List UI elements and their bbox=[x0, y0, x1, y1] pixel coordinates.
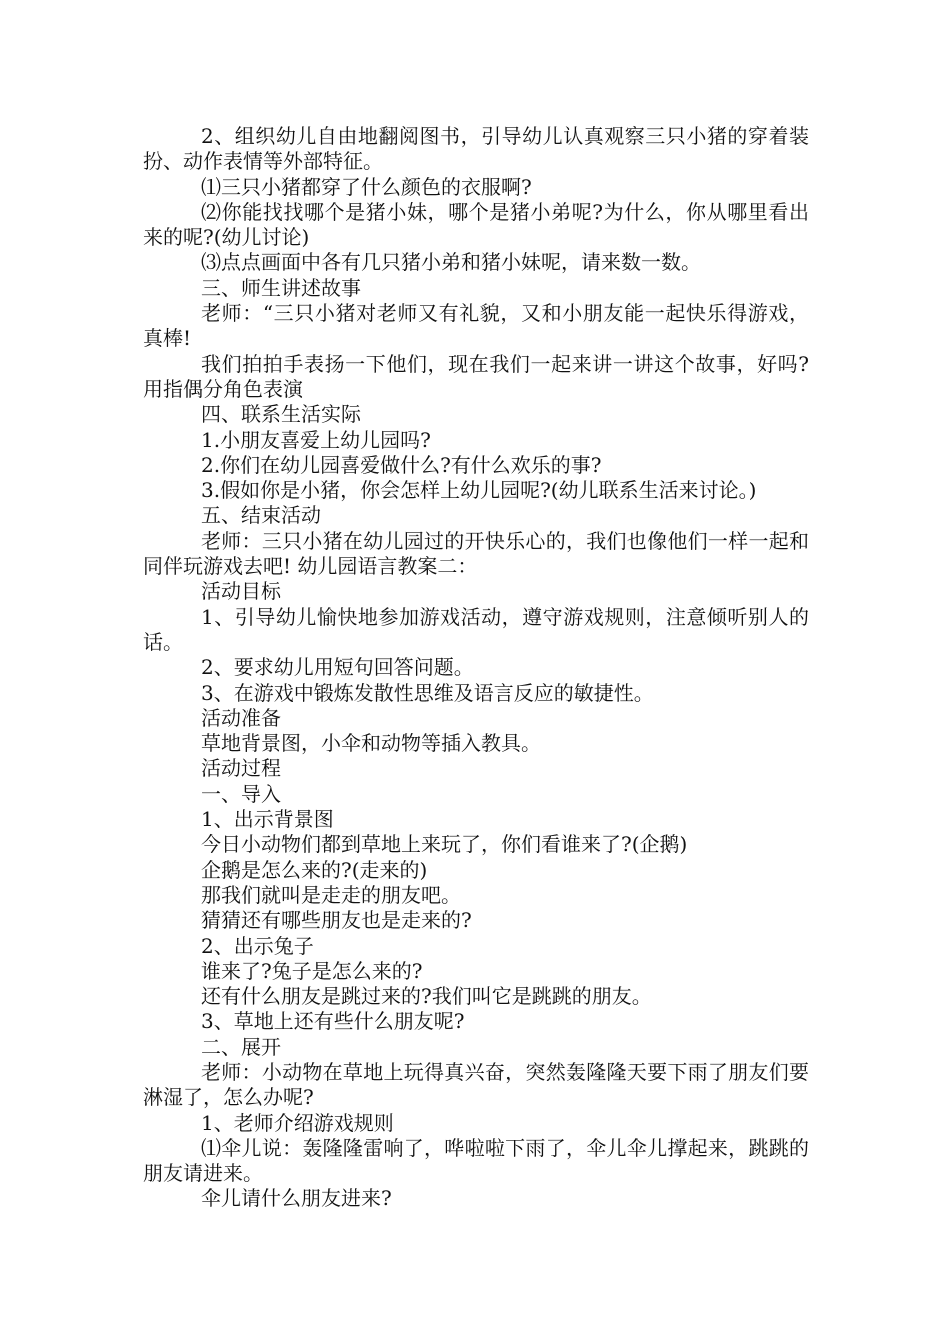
section-heading: 四、联系生活实际 bbox=[201, 402, 361, 427]
paragraph: 伞儿请什么朋友进来? bbox=[201, 1186, 392, 1211]
section-heading: 活动过程 bbox=[201, 756, 281, 781]
paragraph: 1、老师介绍游戏规则 bbox=[201, 1110, 394, 1135]
section-heading: 二、展开 bbox=[201, 1034, 281, 1059]
paragraph: 3.假如你是小猪，你会怎样上幼儿园呢?(幼儿联系生活来讨论。) bbox=[201, 478, 757, 503]
paragraph: 2.你们在幼儿园喜爱做什么?有什么欢乐的事? bbox=[201, 452, 602, 477]
document-body bbox=[143, 124, 809, 1212]
paragraph: 我们拍拍手表扬一下他们，现在我们一起来讲一讲这个故事，好吗?用指偶分角色表演 bbox=[143, 351, 809, 401]
paragraph: ⑶点点画面中各有几只猪小弟和猪小妹呢，请来数一数。 bbox=[201, 250, 701, 275]
paragraph: 2、出示兔子 bbox=[201, 933, 314, 958]
section-heading: 一、导入 bbox=[201, 781, 281, 806]
section-heading: 活动准备 bbox=[201, 705, 281, 730]
paragraph: 谁来了?兔子是怎么来的? bbox=[201, 958, 423, 983]
paragraph: 3、草地上还有些什么朋友呢? bbox=[201, 1009, 465, 1034]
paragraph: 1、出示背景图 bbox=[201, 807, 334, 832]
paragraph: 1、引导幼儿愉快地参加游戏活动，遵守游戏规则，注意倾听别人的话。 bbox=[143, 604, 809, 654]
paragraph: 今日小动物们都到草地上来玩了，你们看谁来了?(企鹅) bbox=[201, 832, 688, 857]
paragraph: 猜猜还有哪些朋友也是走来的? bbox=[201, 908, 472, 933]
paragraph: 3、在游戏中锻炼发散性思维及语言反应的敏捷性。 bbox=[201, 680, 654, 705]
paragraph: 1.小朋友喜爱上幼儿园吗? bbox=[201, 427, 431, 452]
paragraph: 老师：小动物在草地上玩得真兴奋，突然轰隆隆天要下雨了朋友们要淋湿了，怎么办呢? bbox=[143, 1059, 809, 1110]
paragraph: 还有什么朋友是跳过来的?我们叫它是跳跳的朋友。 bbox=[201, 984, 652, 1009]
section-heading: 三、师生讲述故事 bbox=[201, 275, 361, 300]
paragraph: 草地背景图，小伞和动物等插入教具。 bbox=[201, 731, 541, 756]
paragraph: ⑴三只小猪都穿了什么颜色的衣服啊? bbox=[201, 174, 532, 199]
paragraph: ⑴伞儿说：轰隆隆雷响了，哗啦啦下雨了，伞儿伞儿撑起来，跳跳的朋友请进来。 bbox=[143, 1135, 809, 1186]
section-heading: 五、结束活动 bbox=[201, 503, 321, 528]
paragraph: 那我们就叫是走走的朋友吧。 bbox=[201, 882, 461, 907]
paragraph: 老师：三只小猪在幼儿园过的开快乐心的，我们也像他们一样一起和同伴玩游戏去吧! 幼儿园语言教案二： bbox=[143, 528, 809, 579]
paragraph: 老师：“三只小猪对老师又有礼貌，又和小朋友能一起快乐得游戏，真棒! bbox=[143, 301, 809, 351]
paragraph: 企鹅是怎么来的?(走来的) bbox=[201, 857, 428, 882]
section-heading: 活动目标 bbox=[201, 579, 281, 604]
paragraph: ⑵你能找找哪个是猪小妹，哪个是猪小弟呢?为什么，你从哪里看出来的呢?(幼儿讨论) bbox=[143, 199, 809, 250]
paragraph: 2、要求幼儿用短句回答问题。 bbox=[201, 655, 474, 680]
paragraph: 2、组织幼儿自由地翻阅图书，引导幼儿认真观察三只小猪的穿着装扮、动作表情等外部特征。 bbox=[143, 124, 809, 174]
